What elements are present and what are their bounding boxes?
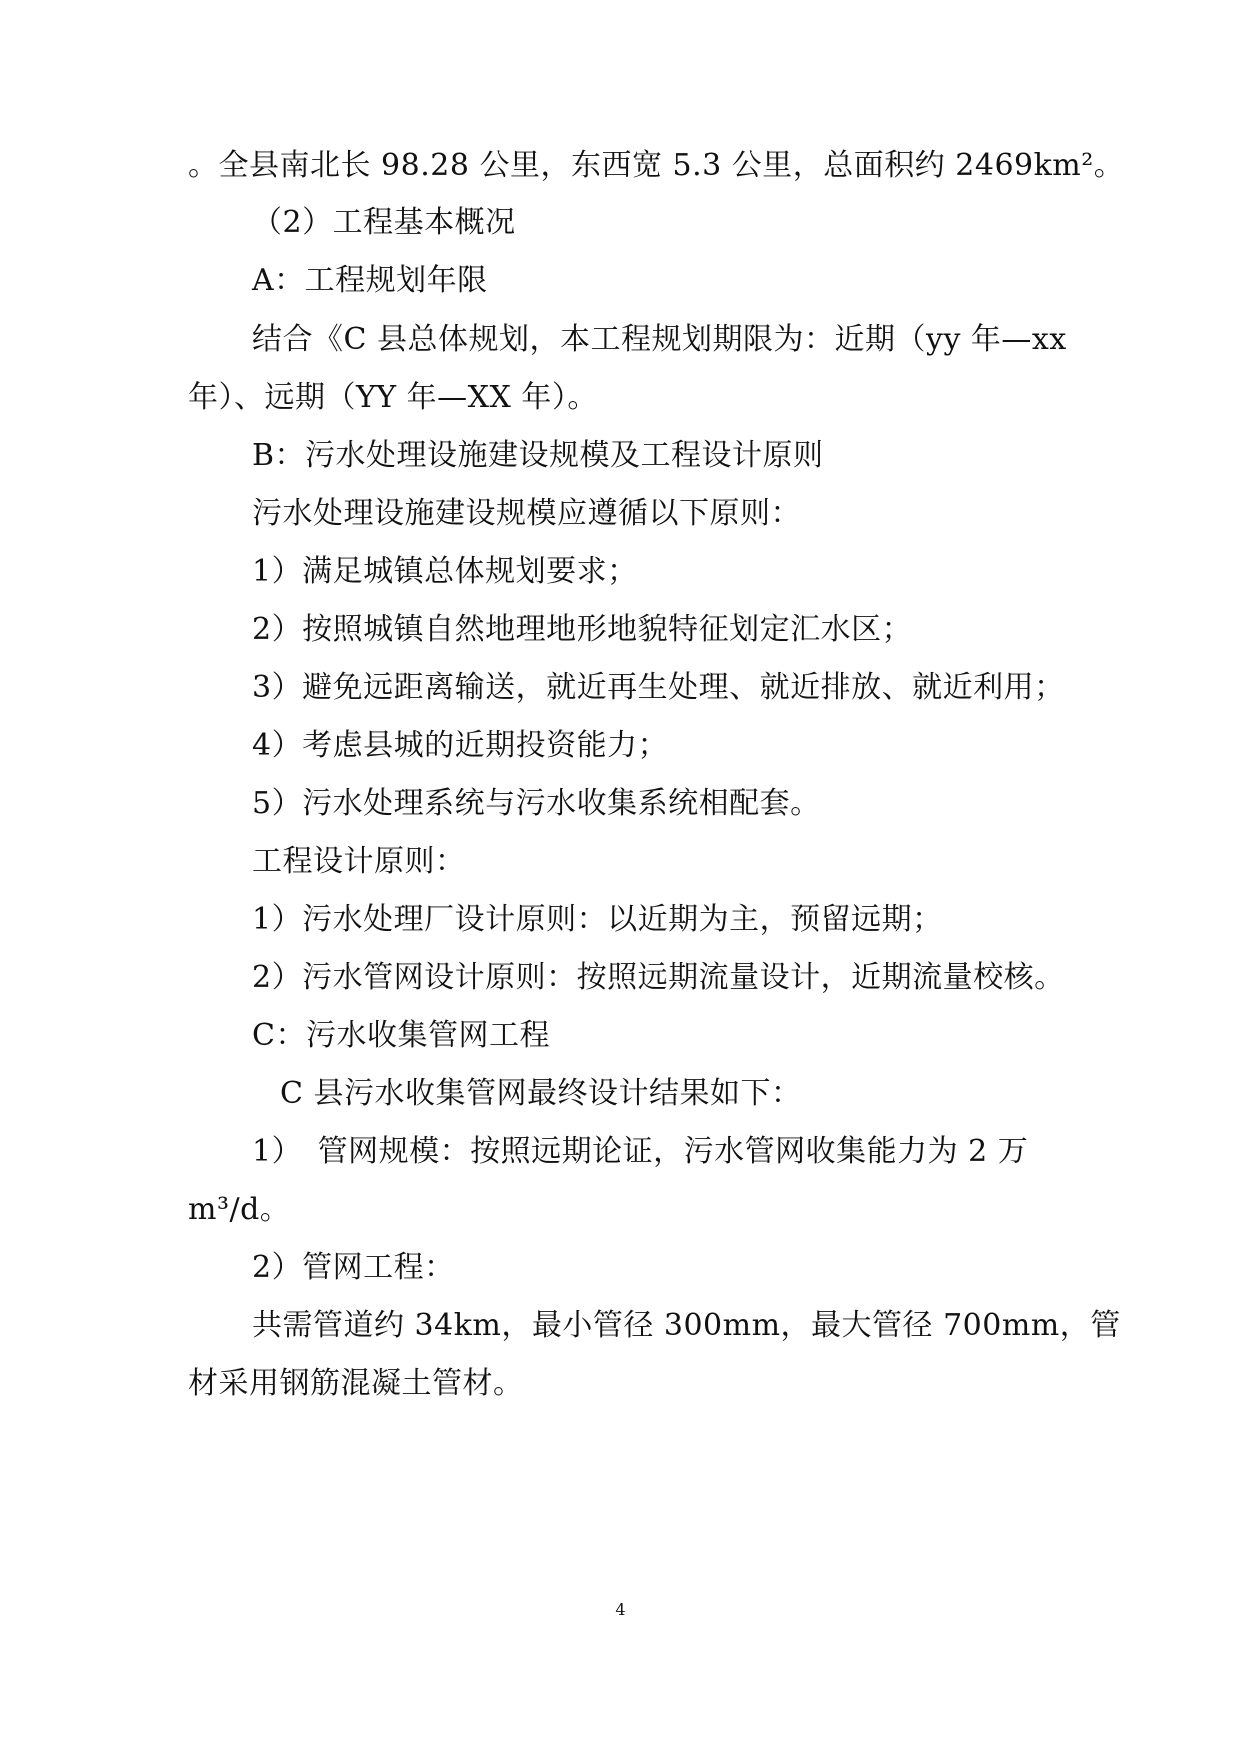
paragraph-line-pipe-results: C 县污水收集管网最终设计结果如下：: [280, 1076, 802, 1111]
paragraph-line-pipe-details-1: 共需管道约 34km，最小管径 300mm，最大管径 700mm，管: [252, 1308, 1121, 1343]
paragraph-line-design-principles: 工程设计原则：: [252, 844, 466, 879]
section-heading-project-overview: （2）工程基本概况: [252, 205, 516, 240]
list-item-pipe-scale-1: 1） 管网规模：按照远期论证，污水管网收集能力为 2 万: [252, 1134, 1029, 1169]
list-item-pipe-works: 2）管网工程：: [252, 1250, 455, 1285]
list-item-principle-4: 4）考虑县城的近期投资能力；: [252, 728, 669, 763]
list-item-principle-5: 5）污水处理系统与污水收集系统相配套。: [252, 786, 821, 821]
subheading-scale-principles: B：污水处理设施建设规模及工程设计原则: [252, 438, 824, 473]
list-item-principle-3: 3）避免远距离输送，就近再生处理、就近排放、就近利用；: [252, 670, 1065, 705]
list-item-pipe-scale-2: m³/d。: [188, 1192, 291, 1227]
paragraph-line-planning-1: 结合《C 县总体规划，本工程规划期限为：近期（yy 年—xx: [252, 322, 1067, 357]
subheading-planning-period: A：工程规划年限: [252, 263, 488, 298]
page-number: 4: [615, 1600, 626, 1619]
list-item-principle-1: 1）满足城镇总体规划要求；: [252, 554, 638, 589]
list-item-design-1: 1）污水处理厂设计原则：以近期为主，预留远期；: [252, 902, 943, 937]
list-item-design-2: 2）污水管网设计原则：按照远期流量设计，近期流量校核。: [252, 960, 1065, 995]
subheading-pipe-network: C：污水收集管网工程: [252, 1018, 550, 1053]
paragraph-line-principles-intro: 污水处理设施建设规模应遵循以下原则：: [252, 496, 801, 531]
list-item-principle-2: 2）按照城镇自然地理地形地貌特征划定汇水区；: [252, 612, 913, 647]
paragraph-line-planning-2: 年）、远期（YY 年—XX 年）。: [188, 380, 598, 415]
paragraph-line-pipe-details-2: 材采用钢筋混凝土管材。: [188, 1366, 524, 1401]
paragraph-line-area: 。全县南北长 98.28 公里，东西宽 5.3 公里，总面积约 2469km²。: [188, 148, 1125, 183]
